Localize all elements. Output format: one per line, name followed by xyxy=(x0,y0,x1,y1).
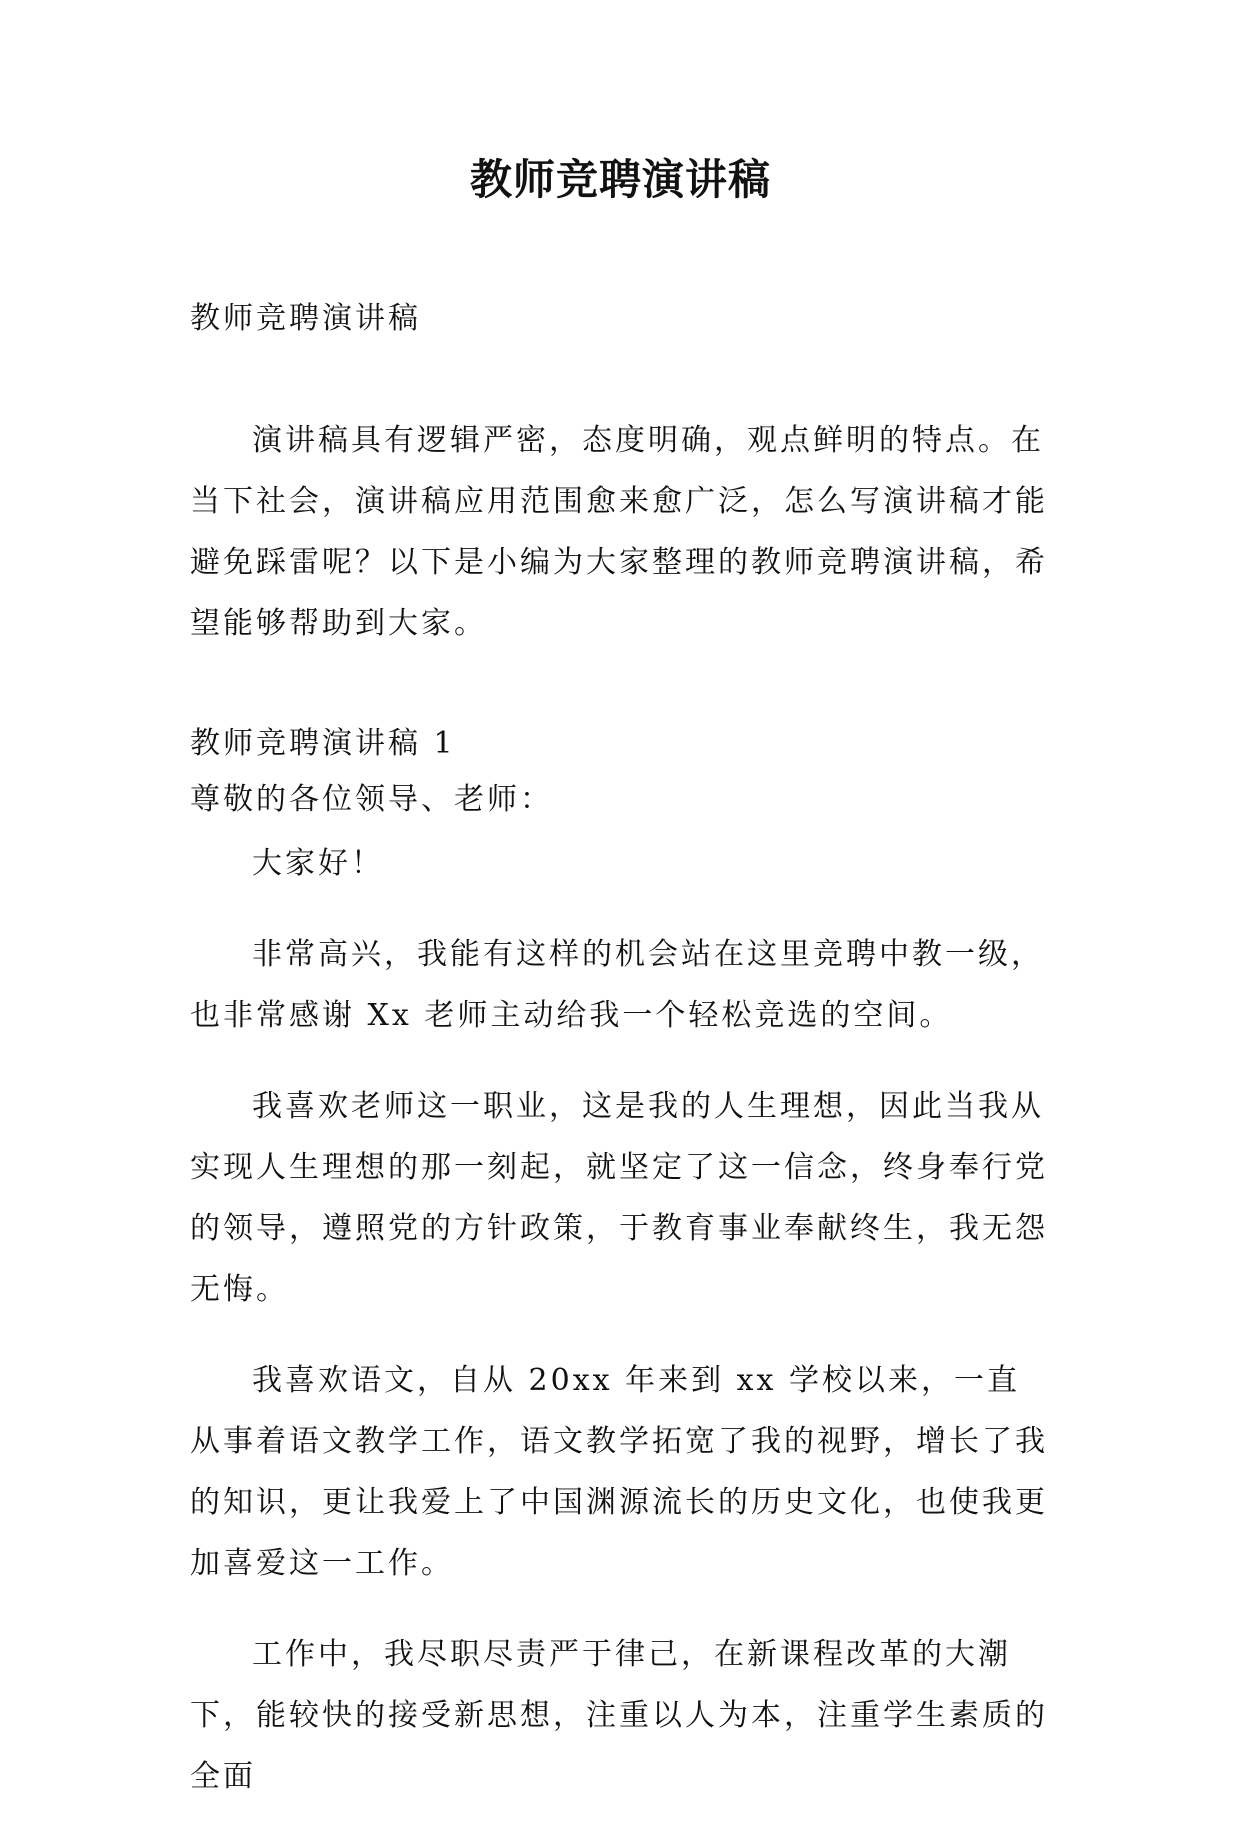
intro-paragraph: 演讲稿具有逻辑严密，态度明确，观点鲜明的特点。在当下社会，演讲稿应用范围愈来愈广泛，怎么写演讲稿才能避免踩雷呢？以下是小编为大家整理的教师竞聘演讲稿，希望能够帮助到大家。 xyxy=(190,423,1048,641)
body-paragraph: 我喜欢语文，自从 20xx 年来到 xx 学校以来，一直从事着语文教学工作，语文教学拓宽了我的视野，增长了我的知识，更让我爱上了中国渊源流长的历史文化，也使我更加喜爱这一工作。 xyxy=(190,1363,1048,1581)
body-paragraph: 非常高兴，我能有这样的机会站在这里竞聘中教一级，也非常感谢 Xx 老师主动给我一个轻松竞选的空间。 xyxy=(190,937,1044,1033)
document-subtitle: 教师竞聘演讲稿 xyxy=(190,301,421,336)
body-paragraph: 我喜欢老师这一职业，这是我的人生理想，因此当我从实现人生理想的那一刻起，就坚定了这一信念，终身奉行党的领导，遵照党的方针政策，于教育事业奉献终生，我无怨无悔。 xyxy=(190,1089,1048,1307)
salutation: 尊敬的各位领导、老师： xyxy=(190,782,553,817)
section-heading: 教师竞聘演讲稿 1 xyxy=(190,726,456,761)
greeting: 大家好！ xyxy=(252,846,384,881)
body-paragraph: 工作中，我尽职尽责严于律己，在新课程改革的大潮下，能较快的接受新思想，注重以人为本，注重学生素质的全面 xyxy=(190,1637,1048,1794)
document-body xyxy=(190,290,1050,1837)
document-title: 教师竞聘演讲稿 xyxy=(469,155,771,204)
